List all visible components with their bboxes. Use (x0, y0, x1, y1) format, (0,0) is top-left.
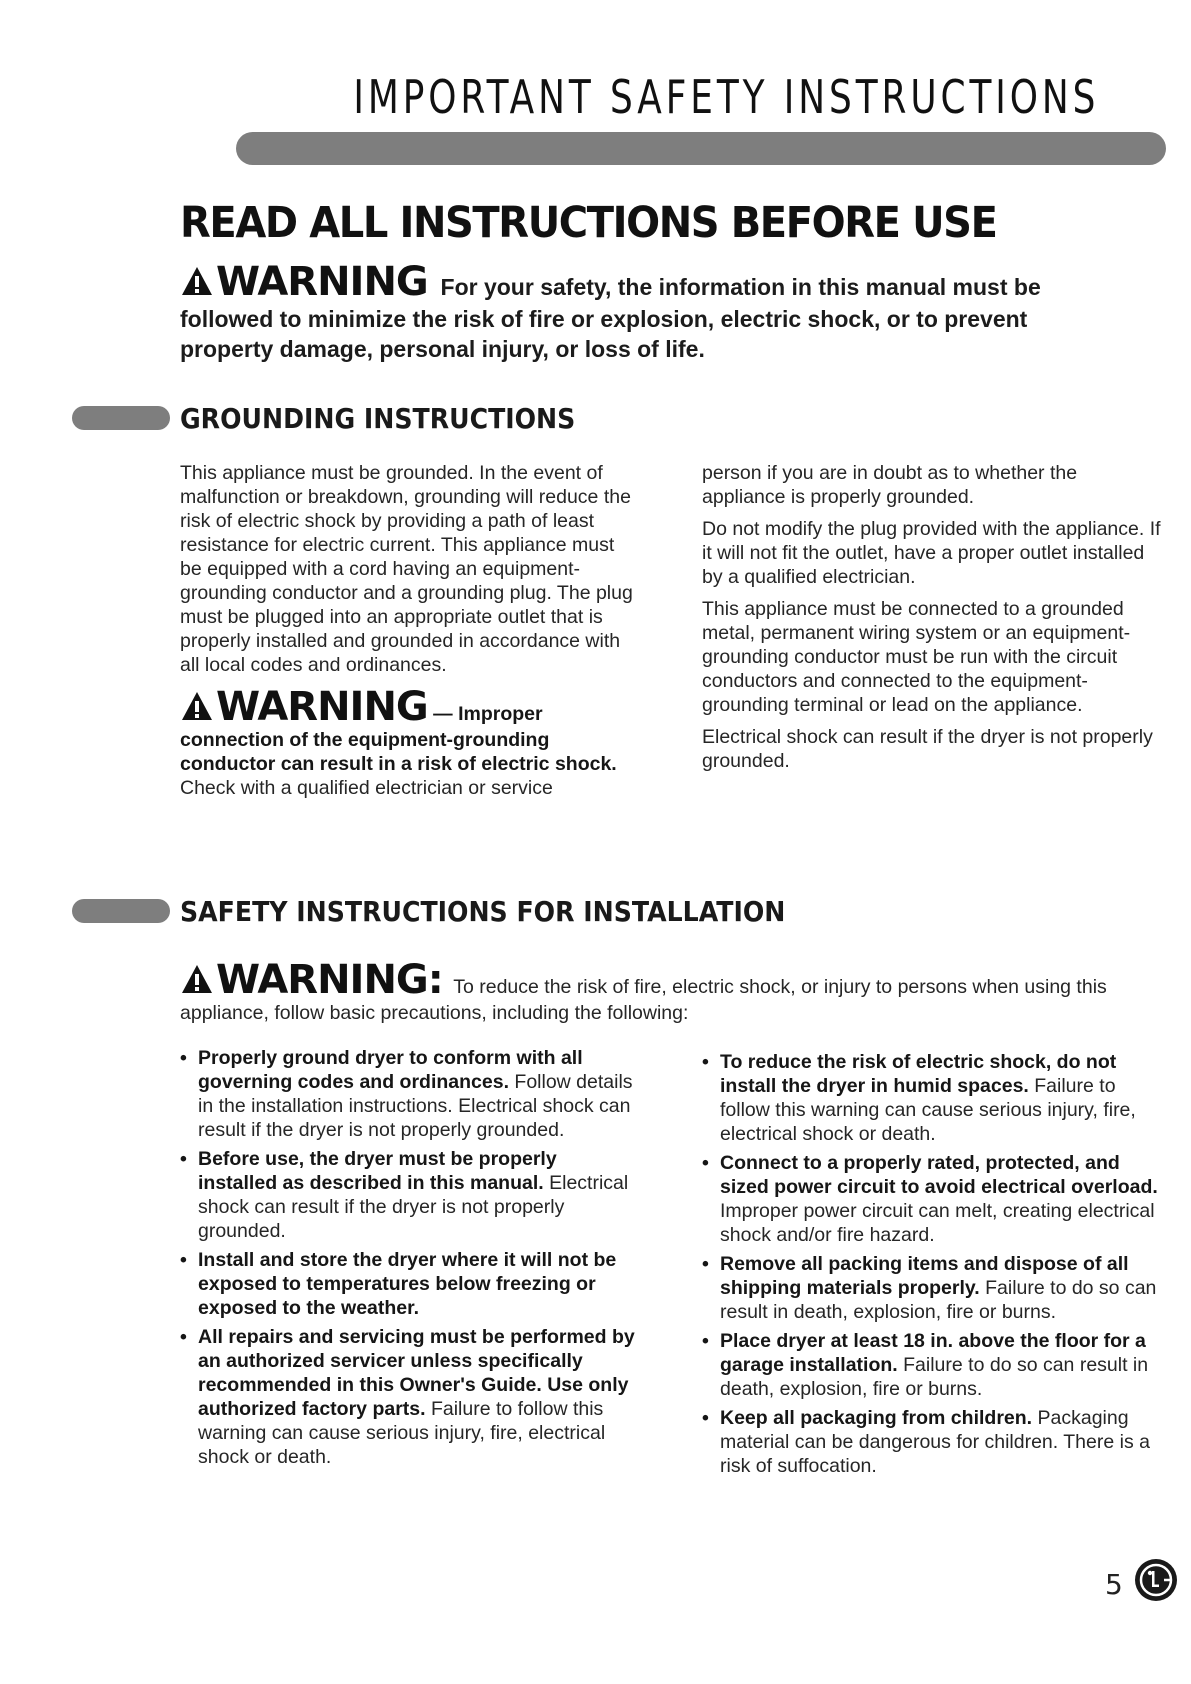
list-item: • Properly ground dryer to conform with all governing codes and ordinances. Follow details in the installation instructions. Electrical shock can result if the dryer is not properly grounded. (180, 1046, 640, 1142)
list-item: • To reduce the risk of electric shock, do not install the dryer in humid spaces. Failure to follow this warning can cause serious injury, fire, electrical shock or death. (702, 1050, 1162, 1146)
list-item: • Remove all packing items and dispose of all shipping materials properly. Failure to do so can result in death, explosion, fire or burns. (702, 1252, 1162, 1324)
installation-right-list (702, 1050, 1162, 1478)
grounding-right-paragraph: person if you are in doubt as to whether the appliance is properly grounded. (702, 462, 1078, 508)
warning-triangle-icon (180, 265, 214, 304)
list-item: • Before use, the dryer must be properly installed as described in this manual. Electrical shock can result if the dryer is not properly grounded. (180, 1147, 640, 1243)
lg-logo-icon (1134, 1558, 1178, 1607)
list-item: • Place dryer at least 18 in. above the floor for a garage installation. Failure to do so can result in death, explosion, fire or burns. (702, 1329, 1162, 1401)
warning-label: WARNING (216, 259, 428, 305)
installation-warning-text: To reduce the risk of fire, electric shock, or injury to persons when using this appliance, follow basic precautions, including the following: (180, 976, 1107, 1024)
grounding-right-paragraph: This appliance must be connected to a grounded metal, permanent wiring system or an equipment-grounding conductor must be run with the circuit conductors and connected to the equipment-grounding terminal or lead on the appliance. (702, 598, 1131, 716)
page-number: 5 (1105, 1568, 1123, 1601)
grounding-left-column (180, 461, 640, 800)
list-item: • All repairs and servicing must be performed by an authorized servicer unless specifically recommended in this Owner's Guide. Use only authorized factory parts. Failure to follow this warning can cause serious injury, fire, electrical shock or death. (180, 1325, 640, 1469)
grounding-warning-normal: Check with a qualified electrician or service (180, 777, 553, 799)
warning-label: WARNING (216, 684, 428, 730)
page-header-title: IMPORTANT SAFETY INSTRUCTIONS (353, 70, 1099, 124)
header-bar (236, 132, 1166, 165)
main-heading: READ ALL INSTRUCTIONS BEFORE USE (180, 198, 997, 248)
section-title-installation: SAFETY INSTRUCTIONS FOR INSTALLATION (180, 895, 786, 928)
warning-triangle-icon (180, 690, 214, 728)
list-item: • Install and store the dryer where it will not be exposed to temperatures below freezing or exposed to the weather. (180, 1248, 640, 1320)
installation-right-column (702, 1050, 1162, 1483)
top-warning-text: For your safety, the information in this manual must be followed to minimize the risk of fire or explosion, electric shock, or to prevent property damage, personal injury, or loss of life. (180, 274, 1041, 362)
top-warning (180, 259, 1090, 364)
warning-label: WARNING: (216, 957, 443, 1003)
grounding-warning-bold: connection of the equipment-grounding conductor can result in a risk of electric shock. (180, 729, 617, 775)
warning-triangle-icon (180, 963, 214, 1001)
installation-left-column (180, 1046, 640, 1474)
grounding-warning-dash: — Improper (433, 703, 543, 725)
section-pill-installation (72, 899, 170, 923)
section-title-grounding: GROUNDING INSTRUCTIONS (180, 402, 576, 435)
section-pill-grounding (72, 406, 170, 430)
installation-warning (180, 957, 1140, 1025)
grounding-right-paragraph: Do not modify the plug provided with the appliance. If it will not fit the outlet, have a proper outlet installed by a qualified electrician. (702, 518, 1161, 588)
grounding-right-column (702, 461, 1162, 781)
grounding-warning (180, 684, 640, 800)
list-item: • Connect to a properly rated, protected, and sized power circuit to avoid electrical overload. Improper power circuit can melt, creating electrical shock and/or fire hazard. (702, 1151, 1162, 1247)
list-item: • Keep all packaging from children. Packaging material can be dangerous for children. There is a risk of suffocation. (702, 1406, 1162, 1478)
installation-left-list (180, 1046, 640, 1469)
grounding-paragraph: This appliance must be grounded. In the event of malfunction or breakdown, grounding will reduce the risk of electric shock by providing a path of least resistance for electric current. This appliance must be equipped with a cord having an equipment-grounding conductor and a grounding plug. The plug must be plugged into an appropriate outlet that is properly installed and grounded in accordance with all local codes and ordinances. (180, 462, 633, 676)
grounding-right-paragraph: Electrical shock can result if the dryer is not properly grounded. (702, 726, 1153, 772)
